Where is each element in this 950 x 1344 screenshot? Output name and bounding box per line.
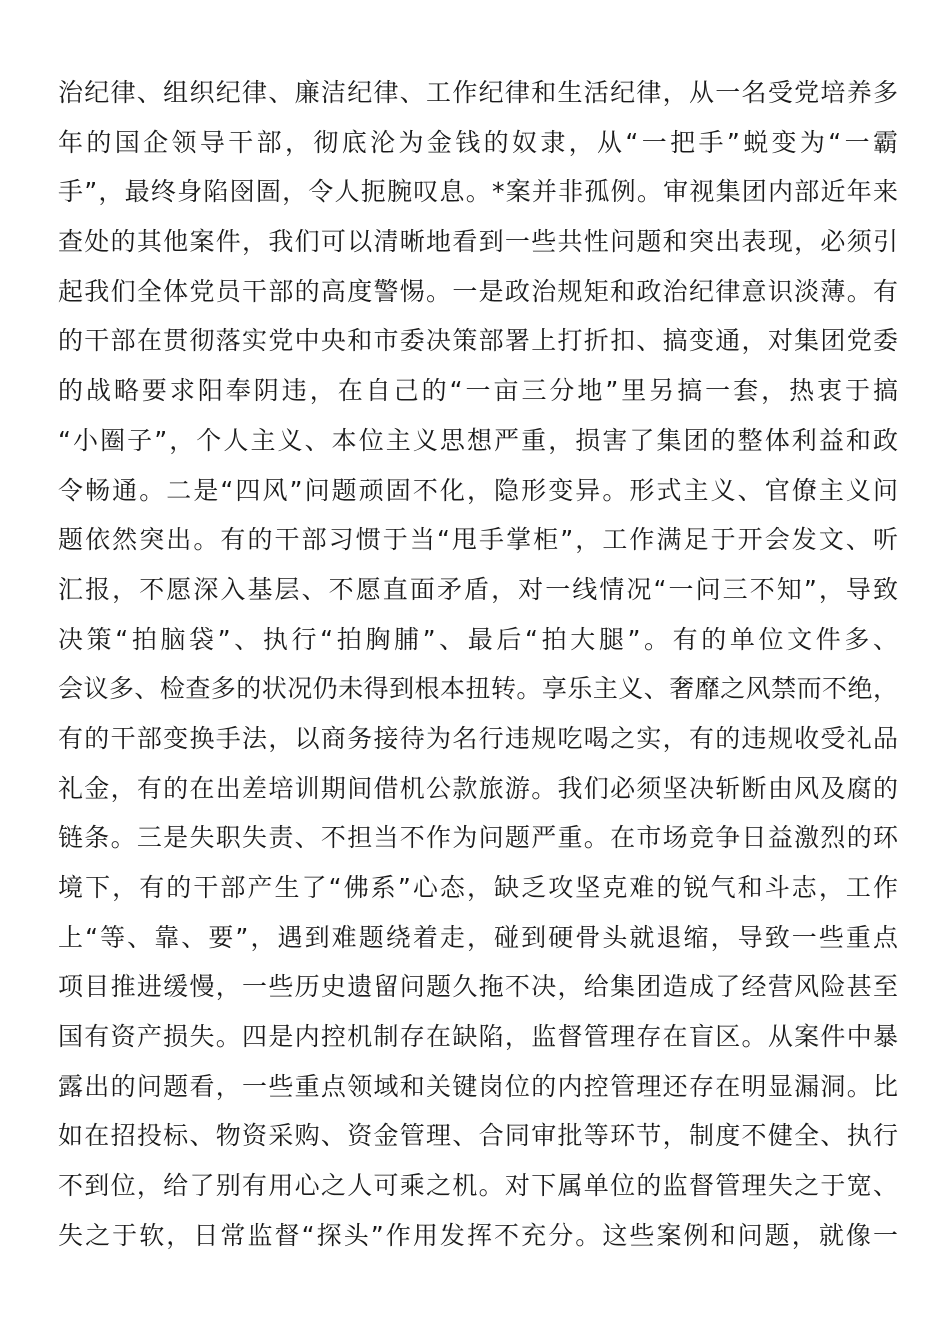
text-line: 失之于软，日常监督“探头”作用发挥不充分。这些案例和问题，就像一	[58, 1220, 898, 1250]
text-line: 手”，最终身陷囹圄，令人扼腕叹息。*案并非孤例。审视集团内部近年来	[58, 177, 898, 207]
text-line: 项目推进缓慢，一些历史遗留问题久拖不决，给集团造成了经营风险甚至	[58, 972, 898, 1002]
text-line: 露出的问题看，一些重点领域和关键岗位的内控管理还存在明显漏洞。比	[58, 1071, 898, 1101]
text-line: 令畅通。二是“四风”问题顽固不化，隐形变异。形式主义、官僚主义问	[58, 475, 898, 505]
text-line: 境下，有的干部产生了“佛系”心态，缺乏攻坚克难的锐气和斗志，工作	[58, 873, 898, 902]
text-line: 的战略要求阳奉阴违，在自己的“一亩三分地”里另搞一套，热衷于搞	[58, 376, 898, 406]
text-line: 查处的其他案件，我们可以清晰地看到一些共性问题和突出表现，必须引	[58, 227, 898, 257]
text-line: “小圈子”，个人主义、本位主义思想严重，损害了集团的整体利益和政	[58, 425, 898, 455]
text-line: 年的国企领导干部，彻底沦为金钱的奴隶，从“一把手”蜕变为“一霸	[58, 127, 898, 157]
text-line: 的干部在贯彻落实党中央和市委决策部署上打折扣、搞变通，对集团党委	[58, 326, 898, 356]
text-line: 决策“拍脑袋”、执行“拍胸脯”、最后“拍大腿”。有的单位文件多、	[58, 624, 898, 654]
text-line: 汇报，不愿深入基层、不愿直面矛盾，对一线情况“一问三不知”，导致	[58, 574, 898, 604]
text-line: 有的干部变换手法，以商务接待为名行违规吃喝之实，有的违规收受礼品	[58, 723, 898, 753]
text-line: 题依然突出。有的干部习惯于当“甩手掌柜”，工作满足于开会发文、听	[58, 525, 898, 555]
text-line: 国有资产损失。四是内控机制存在缺陷，监督管理存在盲区。从案件中暴	[58, 1022, 898, 1052]
text-line: 链条。三是失职失责、不担当不作为问题严重。在市场竞争日益激烈的环	[58, 823, 898, 853]
text-line: 不到位，给了别有用心之人可乘之机。对下属单位的监督管理失之于宽、	[58, 1171, 898, 1201]
text-line: 治纪律、组织纪律、廉洁纪律、工作纪律和生活纪律，从一名受党培养多	[58, 78, 898, 107]
text-line: 上“等、靠、要”，遇到难题绕着走，碰到硬骨头就退缩，导致一些重点	[58, 922, 898, 952]
text-line: 会议多、检查多的状况仍未得到根本扭转。享乐主义、奢靡之风禁而不绝，	[58, 674, 898, 704]
text-line: 礼金，有的在出差培训期间借机公款旅游。我们必须坚决斩断由风及腐的	[58, 773, 898, 803]
body-text	[58, 68, 898, 1261]
text-line: 如在招投标、物资采购、资金管理、合同审批等环节，制度不健全、执行	[58, 1121, 898, 1151]
text-line: 起我们全体党员干部的高度警惕。一是政治规矩和政治纪律意识淡薄。有	[58, 276, 898, 306]
